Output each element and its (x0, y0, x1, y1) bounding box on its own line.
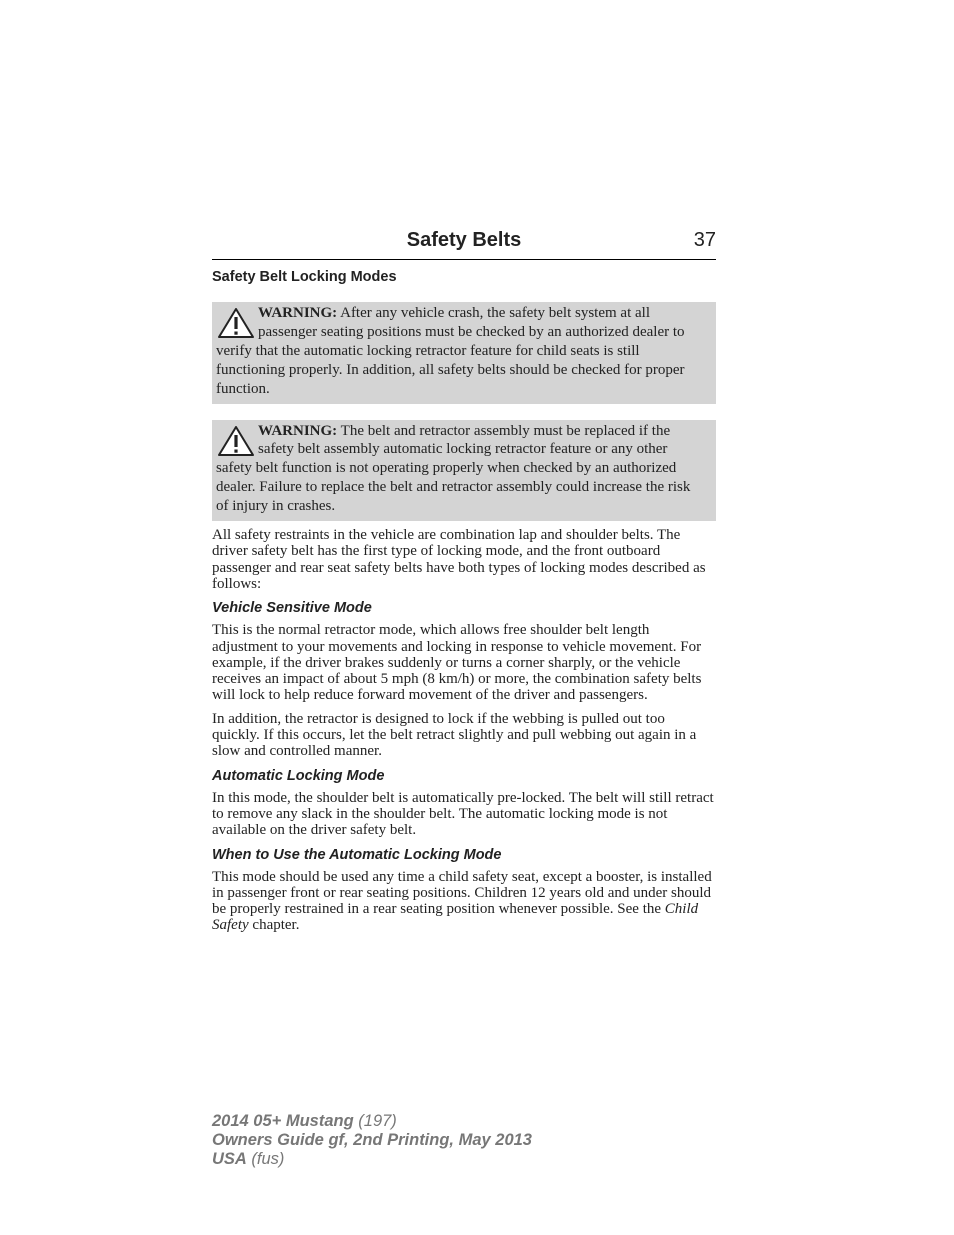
section-title: Safety Belt Locking Modes (212, 269, 397, 285)
page-footer (212, 1112, 532, 1169)
intro-paragraph: All safety restraints in the vehicle are combination lap and shoulder belts. The driver safety belt has the first type of locking mode, and the front outboard passenger and rear seat safety belts have both types of locking modes described as follows: (212, 527, 706, 592)
chapter-reference: Child Safety (212, 901, 699, 934)
page-header (212, 228, 716, 260)
warning-triangle-icon (216, 424, 256, 458)
warning-box-2 (212, 420, 716, 522)
paragraph-text: This mode should be used any time a child safety seat, except a booster, is installed in passenger front or rear seating positions. Children 12 years old and under should be properly restrained in a rear seating position whenever possible. See the (212, 868, 712, 918)
warning-triangle-icon (216, 306, 256, 340)
paragraph: In this mode, the shoulder belt is automatically pre-locked. The belt will still retract to remove any slack in the shoulder belt. The automatic locking mode is not available on the driver safety belt. (212, 789, 714, 839)
paragraph (212, 869, 716, 934)
paragraph: In addition, the retractor is designed to lock if the webbing is pulled out too quickly. If this occurs, let the belt retract slightly and pull webbing out again in a slow and controlled manner. (212, 710, 697, 760)
warning-text: After any vehicle crash, the safety belt system at all passenger seating positions must be checked by an authorized dealer to verify that the automatic locking retractor feature for child seats is still functioning properly. In addition, all safety belts should be checked for proper function. (216, 305, 685, 397)
footer-model: 2014 05+ Mustang (212, 1112, 354, 1130)
footer-market: USA (212, 1150, 247, 1168)
paragraph-text: chapter. (248, 917, 300, 934)
footer-code: (fus) (246, 1150, 285, 1168)
subheading-when-to-use: When to Use the Automatic Locking Mode (212, 846, 502, 863)
page-number: 37 (693, 229, 716, 251)
chapter-title: Safety Belts (406, 229, 522, 251)
warning-label: WARNING: (258, 305, 338, 321)
warning-box-1 (212, 302, 716, 404)
warning-label: WARNING: (258, 422, 338, 439)
footer-line (212, 1131, 532, 1150)
paragraph: This is the normal retractor mode, which allows free shoulder belt length adjustment to your movements and locking in response to vehicle movement. For example, if the driver brakes suddenly or turns a corner sharply, or the vehicle receives an impact of about 5 mph (8 km/h) or more, the combination safety belts will lock to help reduce forward movement of the driver and passengers. (212, 622, 702, 704)
footer-line (212, 1112, 532, 1131)
footer-edition: Owners Guide gf, 2nd Printing, May 2013 (212, 1131, 532, 1149)
warning-text: The belt and retractor assembly must be replaced if the safety belt assembly automatic locking retractor feature or any other safety belt function is not operating properly when checked by an authorized dealer. Failure to replace the belt and retractor assembly could increase the risk of injury in crashes. (216, 422, 691, 515)
footer-code: (197) (353, 1112, 397, 1130)
footer-line (212, 1150, 532, 1169)
subheading-automatic-locking: Automatic Locking Mode (212, 767, 385, 784)
manual-page (212, 228, 716, 934)
subheading-vehicle-sensitive: Vehicle Sensitive Mode (212, 600, 372, 617)
